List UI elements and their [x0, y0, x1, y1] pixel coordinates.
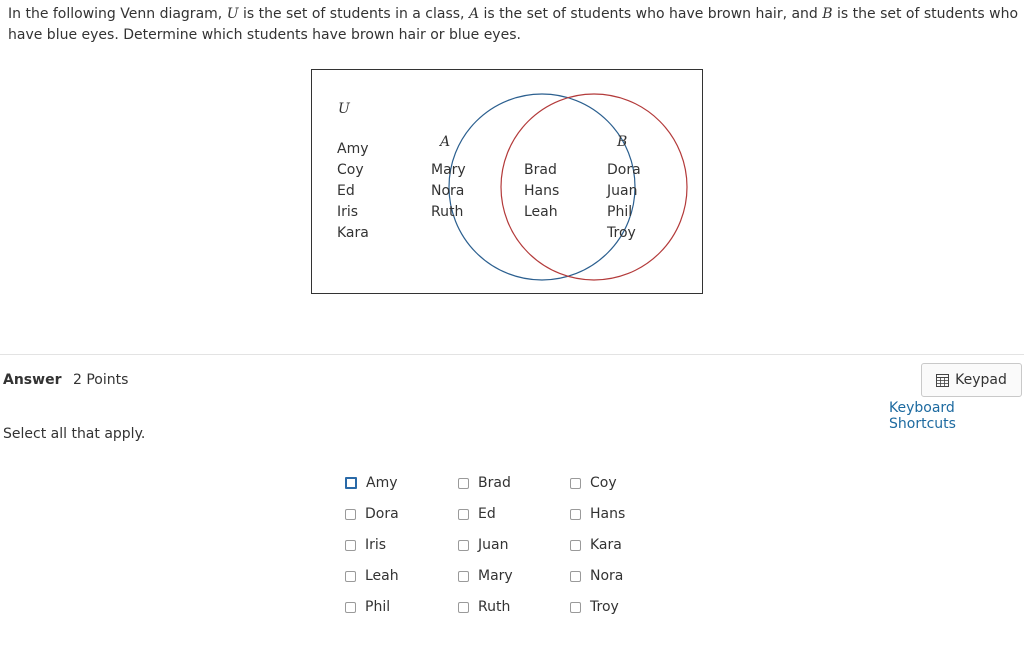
- option-label: Ruth: [478, 599, 511, 615]
- option-troy[interactable]: [570, 599, 619, 615]
- checkbox[interactable]: [345, 571, 356, 582]
- option-label: Coy: [590, 475, 617, 491]
- option-nora[interactable]: [570, 568, 623, 584]
- venn-name: Leah: [524, 204, 558, 220]
- option-label: Iris: [365, 537, 387, 553]
- option-label: Leah: [365, 568, 399, 584]
- option-label: Amy: [366, 475, 398, 491]
- venn-name: Iris: [337, 204, 359, 220]
- option-iris[interactable]: [345, 537, 386, 553]
- set-b-label: B: [617, 134, 628, 150]
- option-amy[interactable]: [345, 475, 398, 491]
- checkbox[interactable]: [345, 540, 356, 551]
- question-part: is the set of students who have brown hair, and: [479, 6, 823, 22]
- venn-circles: [312, 70, 704, 295]
- option-label: Brad: [478, 475, 511, 491]
- checkbox[interactable]: [458, 509, 469, 520]
- option-juan[interactable]: [458, 537, 508, 553]
- keypad-label: Keypad: [955, 372, 1007, 388]
- venn-name: Juan: [607, 183, 638, 199]
- venn-name: Dora: [607, 162, 641, 178]
- checkbox[interactable]: [570, 509, 581, 520]
- option-label: Hans: [590, 506, 626, 522]
- venn-name: Hans: [524, 183, 560, 199]
- option-dora[interactable]: [345, 506, 399, 522]
- option-label: Ed: [478, 506, 496, 522]
- both-names: [524, 160, 559, 223]
- checkbox[interactable]: [570, 540, 581, 551]
- section-divider: [0, 354, 1024, 355]
- venn-name: Troy: [607, 225, 636, 241]
- checkbox[interactable]: [458, 540, 469, 551]
- points-label: 2 Points: [73, 372, 129, 388]
- set-a-label: A: [440, 134, 451, 150]
- option-label: Mary: [478, 568, 513, 584]
- question-part: is the set of students who have blue eyes. Determine which students have brown hair or blue eyes.: [8, 6, 1019, 43]
- option-label: Nora: [590, 568, 624, 584]
- venn-name: Mary: [431, 162, 466, 178]
- venn-name: Kara: [337, 225, 369, 241]
- venn-name: Phil: [607, 204, 633, 220]
- venn-name: Nora: [431, 183, 465, 199]
- option-mary[interactable]: [458, 568, 513, 584]
- option-label: Dora: [365, 506, 399, 522]
- checkbox[interactable]: [570, 571, 581, 582]
- venn-name: Ed: [337, 183, 355, 199]
- checkbox[interactable]: [458, 478, 469, 489]
- option-label: Phil: [365, 599, 391, 615]
- option-brad[interactable]: [458, 475, 511, 491]
- keyboard-shortcuts-link[interactable]: Keyboard Shortcuts: [889, 400, 956, 432]
- outside-names: [337, 139, 369, 244]
- venn-name: Amy: [337, 141, 369, 157]
- option-kara[interactable]: [570, 537, 622, 553]
- option-phil[interactable]: [345, 599, 390, 615]
- checkbox[interactable]: [458, 571, 469, 582]
- option-ed[interactable]: [458, 506, 496, 522]
- checkbox[interactable]: [345, 477, 357, 489]
- venn-name: Ruth: [431, 204, 464, 220]
- calculator-icon: [936, 374, 949, 387]
- checkbox[interactable]: [570, 478, 581, 489]
- checkbox[interactable]: [345, 509, 356, 520]
- option-coy[interactable]: [570, 475, 617, 491]
- option-label: Kara: [590, 537, 622, 553]
- option-leah[interactable]: [345, 568, 399, 584]
- option-label: Juan: [478, 537, 509, 553]
- option-label: Troy: [590, 599, 619, 615]
- venn-name: Brad: [524, 162, 557, 178]
- question-text: [8, 4, 1018, 46]
- answer-label: Answer: [3, 372, 62, 388]
- venn-name: Coy: [337, 162, 364, 178]
- b-only-names: [607, 160, 641, 244]
- option-hans[interactable]: [570, 506, 625, 522]
- option-ruth[interactable]: [458, 599, 510, 615]
- universe-label: U: [338, 101, 350, 117]
- a-only-names: [431, 160, 466, 223]
- checkbox[interactable]: [345, 602, 356, 613]
- keypad-button[interactable]: [921, 363, 1022, 397]
- set-u-symbol: U: [226, 6, 239, 22]
- set-b-symbol: B: [822, 6, 833, 22]
- set-a-symbol: A: [468, 6, 480, 22]
- venn-diagram: [311, 69, 703, 294]
- checkbox[interactable]: [458, 602, 469, 613]
- checkbox[interactable]: [570, 602, 581, 613]
- instructions: Select all that apply.: [3, 426, 146, 442]
- question-part: is the set of students in a class,: [238, 6, 469, 22]
- question-part: In the following Venn diagram,: [8, 6, 227, 22]
